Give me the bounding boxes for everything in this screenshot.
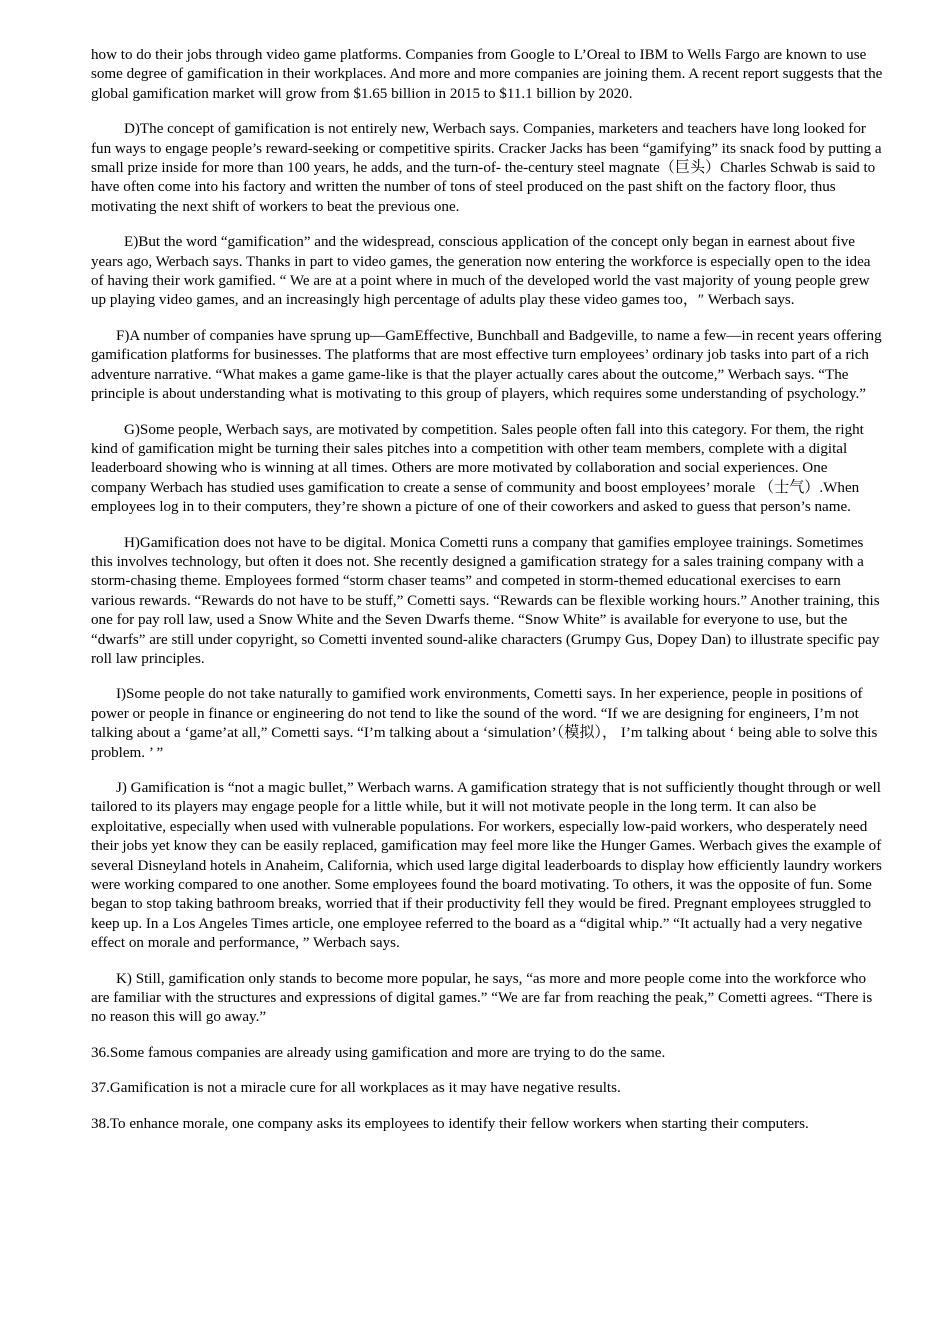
question-38: 38.To enhance morale, one company asks its employees to identify their fellow workers when starting their computers. (91, 1115, 809, 1132)
document-page (91, 46, 883, 1150)
paragraph-e: E)But the word “gamification” and the widespread, conscious application of the concept only began in earnest about five years ago, Werbach says. Thanks in part to video games, the generation now entering the workforce is especially open to the idea of having their work gamified. “ We are at a point where in much of the developed world the vast majority of young people grew up playing video games, and an increasingly high percentage of adults play these video games too，″ Werbach says. (91, 234, 871, 309)
paragraph-f: F)A number of companies have sprung up—GamEffective, Bunchball and Badgeville, to name a few—in recent years offering gamification platforms for businesses. The platforms that are most effective turn employees’ ordinary job tasks into part of a rich adventure narrative. “What makes a game game-like is that the player actually cares about the outcome,” Werbach says. “The principle is about understanding what is motivating to this group of players, which requires some understanding of psychology.” (91, 327, 882, 403)
question-37: 37.Gamification is not a miracle cure for all workplaces as it may have negative results. (91, 1080, 621, 1097)
paragraph-k: K) Still, gamification only stands to become more popular, he says, “as more and more people come into the workforce who are familiar with the structures and expressions of digital games.” “We are far from reaching the peak,” Cometti agrees. “There is no reason this will go away.” (91, 970, 873, 1026)
paragraph-d: D)The concept of gamification is not entirely new, Werbach says. Companies, marketers and teachers have long looked for fun ways to engage people’s reward-seeking or competitive spirits. Cracker Jacks has been “gamifying” its snack food by putting a small prize inside for more than 100 years, he adds, and the turn-of- the-century steel magnate（巨头）Charles Schwab is said to have often come into his factory and written the number of tons of steel produced on the past shift on the factory floor, thus motivating the next shift of workers to beat the previous one. (91, 121, 882, 215)
paragraph-j: J) Gamification is “not a magic bullet,” Werbach warns. A gamification strategy that is not sufficiently thought through or well tailored to its players may engage people for a little while, but it will not motivate people in the long term. It can also be exploitative, especially when used with vulnerable populations. For workers, especially low-paid workers, who desperately need their jobs yet know they can be easily replaced, gamification may feel more like the Hunger Games. Werbach gives the example of several Disneyland hotels in Anaheim, California, which used large digital leaderboards to display how efficiently laundry workers were working compared to one another. Some employees found the board motivating. To others, it was the opposite of fun. Some began to stop taking bathroom breaks, worried that if their productivity fell they would be fired. Pregnant employees struggled to keep up. In a Los Angeles Times article, one employee referred to the board as a “digital whip.” “It actually had a very negative effect on morale and performance, ” Werbach says. (91, 780, 882, 952)
question-36: 36.Some famous companies are already using gamification and more are trying to do the same. (91, 1044, 666, 1061)
paragraph-g: G)Some people, Werbach says, are motivated by competition. Sales people often fall into this category. For them, the right kind of gamification might be turning their sales pitches into a competition with other team members, complete with a digital leaderboard showing who is winning at all times. Others are more motivated by collaboration and social experiences. One company Werbach has studied uses gamification to create a sense of community and boost employees’ morale （士气）.When employees log in to their computers, they’re shown a picture of one of their coworkers and asked to guess that person’s name. (91, 421, 864, 516)
paragraph-c-continued: how to do their jobs through video game platforms. Companies from Google to L’Oreal to IBM to Wells Fargo are known to use some degree of gamification in their workplaces. And more and more companies are joining them. A recent report suggests that the global gamification market will grow from $1.65 billion in 2015 to $11.1 billion by 2020. (91, 47, 883, 102)
paragraph-h: H)Gamification does not have to be digital. Monica Cometti runs a company that gamifies employee trainings. Sometimes this involves technology, but often it does not. She recently designed a gamification strategy for a sales training company with a storm-chasing theme. Employees formed “storm chaser teams” and competed in storm-themed educational exercises to earn various rewards. “Rewards do not have to be stuff,” Cometti says. “Rewards can be flexible working hours.” Another training, this one for pay roll law, used a Snow White and the Seven Dwarfs theme. “Snow White” is available for everyone to use, but the “dwarfs” are still under copyright, so Cometti invented sound-alike characters (Grumpy Gus, Dopey Dan) to illustrate specific pay roll law principles. (91, 534, 880, 667)
paragraph-i: I)Some people do not take naturally to gamified work environments, Cometti says. In her experience, people in positions of power or people in finance or engineering do not tend to like the sound of the word. “If we are designing for engineers, I’m not talking about a ‘game’at all,” Cometti says. “I’m talking about a ‘simulation’（模拟）， I’m talking about ‘ being able to solve this problem. ’ ” (91, 686, 878, 761)
